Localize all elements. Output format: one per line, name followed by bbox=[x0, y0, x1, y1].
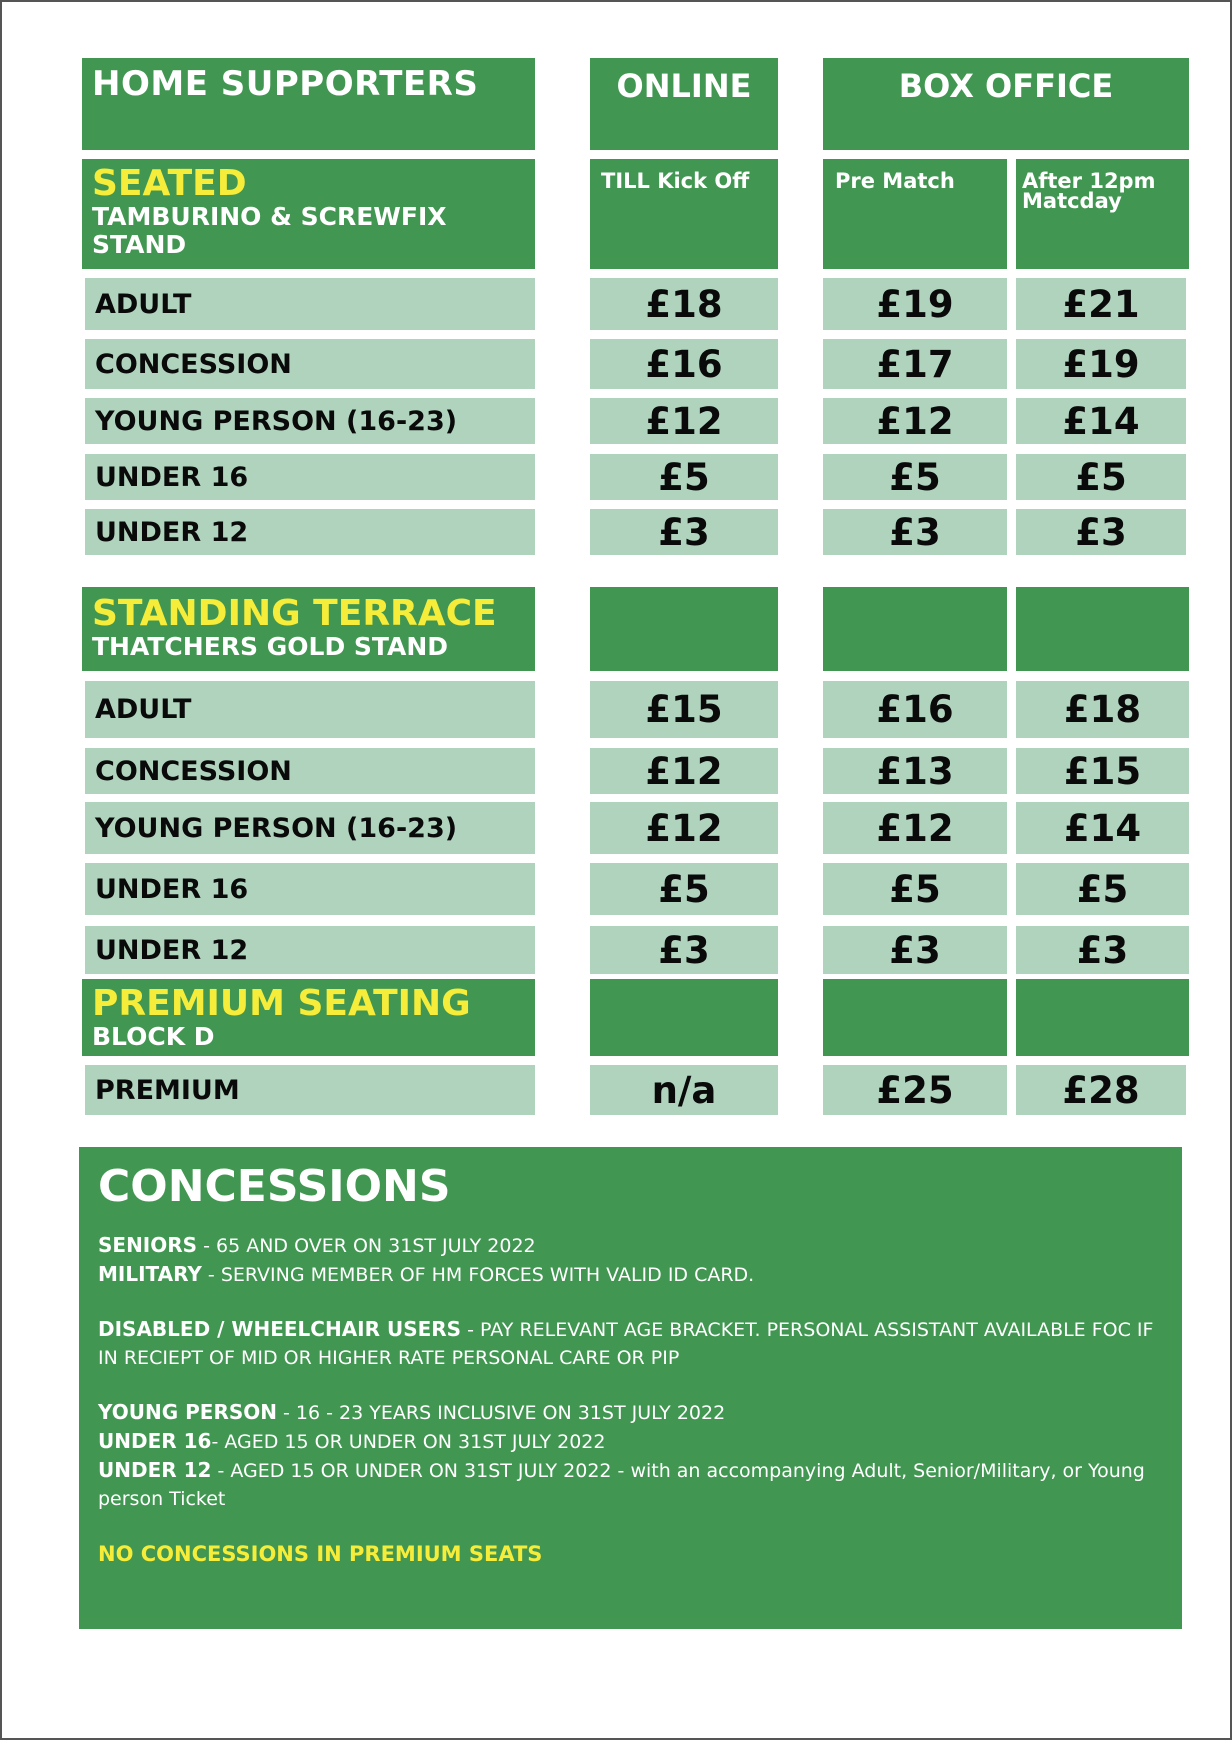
premium-subtitle: BLOCK D bbox=[92, 1022, 215, 1051]
standing-row-1-pre: £13 bbox=[823, 748, 1007, 794]
military-text: - SERVING MEMBER OF HM FORCES WITH VALID ID CARD. bbox=[201, 1264, 755, 1286]
premium-title: PREMIUM SEATING bbox=[92, 983, 471, 1024]
u16-text: - AGED 15 OR UNDER ON 31ST JULY 2022 bbox=[211, 1431, 606, 1453]
seated-row-1-after: £19 bbox=[1016, 339, 1186, 389]
premium-section-header bbox=[82, 979, 535, 1056]
seated-row-3-after: £5 bbox=[1016, 454, 1186, 500]
standing-row-3-label: UNDER 16 bbox=[85, 863, 535, 915]
seated-row-1-label: CONCESSION bbox=[85, 339, 535, 389]
till-kick-off-label: TILL Kick Off bbox=[601, 169, 750, 193]
standing-row-1-label: CONCESSION bbox=[85, 748, 535, 794]
seated-row-3-label: UNDER 16 bbox=[85, 454, 535, 500]
concession-young-person bbox=[98, 1398, 1162, 1427]
disabled-label: DISABLED / WHEELCHAIR USERS bbox=[98, 1317, 462, 1341]
seated-subtitle-line2: STAND bbox=[92, 230, 187, 259]
seated-row-0-label: ADULT bbox=[85, 278, 535, 330]
premium-header-pre-blank bbox=[823, 979, 1007, 1056]
online-header bbox=[590, 58, 778, 150]
premium-row-0-pre: £25 bbox=[823, 1065, 1007, 1115]
premium-row-0-after: £28 bbox=[1016, 1065, 1186, 1115]
concessions-title: CONCESSIONS bbox=[98, 1161, 451, 1212]
u12-text: - AGED 15 OR UNDER ON 31ST JULY 2022 - with an accompanying Adult, Senior/Military, or Young person Ticket bbox=[98, 1460, 1145, 1510]
seated-row-3-online: £5 bbox=[590, 454, 778, 500]
after-12pm-label-line1: After 12pm bbox=[1022, 169, 1156, 193]
standing-row-4-online: £3 bbox=[590, 926, 778, 974]
seated-row-0-pre: £19 bbox=[823, 278, 1007, 330]
premium-row-0-online: n/a bbox=[590, 1065, 778, 1115]
seniors-text: - 65 AND OVER ON 31ST JULY 2022 bbox=[197, 1235, 536, 1257]
seated-row-1-pre: £17 bbox=[823, 339, 1007, 389]
seated-row-0-after: £21 bbox=[1016, 278, 1186, 330]
seated-title: SEATED bbox=[92, 163, 247, 204]
seated-row-4-after: £3 bbox=[1016, 509, 1186, 555]
seated-row-4-label: UNDER 12 bbox=[85, 509, 535, 555]
standing-row-3-pre: £5 bbox=[823, 863, 1007, 915]
military-label: MILITARY bbox=[98, 1262, 202, 1286]
concession-disabled bbox=[98, 1315, 1162, 1372]
standing-row-4-label: UNDER 12 bbox=[85, 926, 535, 974]
box-office-header-label: BOX OFFICE bbox=[898, 67, 1114, 105]
premium-no-concessions-note: NO CONCESSIONS IN PREMIUM SEATS bbox=[98, 1542, 543, 1566]
seated-row-0-online: £18 bbox=[590, 278, 778, 330]
standing-row-3-online: £5 bbox=[590, 863, 778, 915]
young-label: YOUNG PERSON bbox=[98, 1400, 277, 1424]
seated-row-4-pre: £3 bbox=[823, 509, 1007, 555]
standing-row-0-pre: £16 bbox=[823, 681, 1007, 738]
seated-section-header bbox=[82, 159, 535, 269]
seated-row-1-online: £16 bbox=[590, 339, 778, 389]
standing-row-3-after: £5 bbox=[1016, 863, 1189, 915]
premium-row-0-label: PREMIUM bbox=[85, 1065, 535, 1115]
seniors-label: SENIORS bbox=[98, 1233, 198, 1257]
till-kick-off-header bbox=[590, 159, 778, 269]
standing-row-4-after: £3 bbox=[1016, 926, 1189, 974]
after-12pm-label-line2: Matcday bbox=[1022, 189, 1122, 213]
standing-row-2-online: £12 bbox=[590, 802, 778, 854]
home-supporters-header bbox=[82, 58, 535, 150]
standing-row-0-after: £18 bbox=[1016, 681, 1189, 738]
concession-military bbox=[98, 1260, 1162, 1289]
standing-row-4-pre: £3 bbox=[823, 926, 1007, 974]
seated-row-4-online: £3 bbox=[590, 509, 778, 555]
seated-row-3-pre: £5 bbox=[823, 454, 1007, 500]
pre-match-header bbox=[823, 159, 1007, 269]
young-text: - 16 - 23 YEARS INCLUSIVE ON 31ST JULY 2022 bbox=[277, 1402, 726, 1424]
seated-row-2-label: YOUNG PERSON (16-23) bbox=[85, 398, 535, 444]
box-office-header bbox=[823, 58, 1189, 150]
concession-under-12 bbox=[98, 1456, 1162, 1513]
disabled-text: - PAY RELEVANT AGE BRACKET. PERSONAL ASSISTANT AVAILABLE FOC IF IN RECIEPT OF MID OR HIGHER RATE PERSONAL CARE OR PIP bbox=[98, 1319, 1154, 1369]
standing-row-2-after: £14 bbox=[1016, 802, 1189, 854]
standing-header-pre-blank bbox=[823, 587, 1007, 671]
concessions-box bbox=[79, 1147, 1182, 1629]
standing-subtitle: THATCHERS GOLD STAND bbox=[92, 632, 449, 661]
standing-section-header bbox=[82, 587, 535, 671]
seated-row-2-online: £12 bbox=[590, 398, 778, 444]
pre-match-label: Pre Match bbox=[835, 169, 955, 193]
seated-subtitle-line1: TAMBURINO & SCREWFIX bbox=[92, 202, 447, 231]
online-header-label: ONLINE bbox=[616, 67, 752, 105]
standing-row-1-after: £15 bbox=[1016, 748, 1189, 794]
standing-header-after-blank bbox=[1016, 587, 1189, 671]
premium-header-online-blank bbox=[590, 979, 778, 1056]
page-title: HOME SUPPORTERS bbox=[92, 64, 479, 104]
standing-row-0-label: ADULT bbox=[85, 681, 535, 738]
concession-under-16 bbox=[98, 1427, 1162, 1456]
standing-row-2-pre: £12 bbox=[823, 802, 1007, 854]
u16-label: UNDER 16 bbox=[98, 1429, 212, 1453]
u12-label: UNDER 12 bbox=[98, 1458, 212, 1482]
standing-header-online-blank bbox=[590, 587, 778, 671]
standing-title: STANDING TERRACE bbox=[92, 593, 497, 634]
standing-row-2-label: YOUNG PERSON (16-23) bbox=[85, 802, 535, 854]
concession-seniors bbox=[98, 1231, 1162, 1260]
seated-row-2-pre: £12 bbox=[823, 398, 1007, 444]
seated-row-2-after: £14 bbox=[1016, 398, 1186, 444]
standing-row-0-online: £15 bbox=[590, 681, 778, 738]
premium-header-after-blank bbox=[1016, 979, 1189, 1056]
after-12pm-header bbox=[1016, 159, 1189, 269]
standing-row-1-online: £12 bbox=[590, 748, 778, 794]
